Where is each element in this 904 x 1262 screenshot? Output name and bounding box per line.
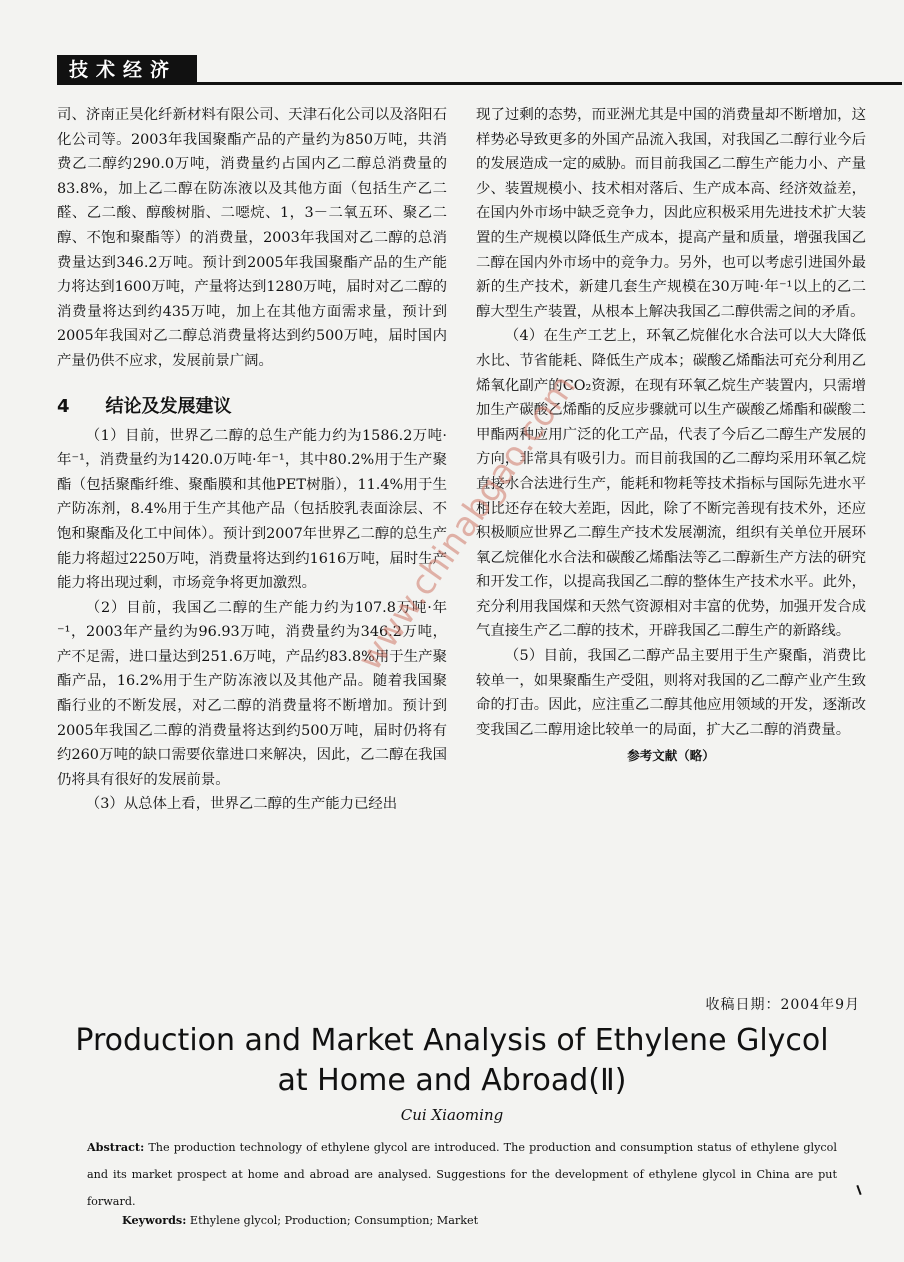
section-number: 4: [57, 395, 70, 417]
watermark: www.chinabgao.com: [350, 367, 584, 678]
conclusion-2: （2）目前，我国乙二醇的生产能力约为107.8万吨·年⁻¹，2003年产量约为96.93万吨，消费量约为346.2万吨，产不足需，进口量达到251.6万吨，产品约83.8%用于生产聚酯产品，16.2%用于生产防冻液以及其他产品。随着我国聚酯行业的不断发展，对乙二醇的消费量将不断增加。预计到2005年我国乙二醇的消费量将达到约500万吨，届时仍将有约260万吨的缺口需要依靠进口来解决，因此，乙二醇在我国仍将具有很好的发展前景。: [57, 599, 447, 788]
conclusion-1: （1）目前，世界乙二醇的总生产能力约为1586.2万吨·年⁻¹，消费量约为1420.0万吨·年⁻¹，其中80.2%用于生产聚酯（包括聚酯纤维、聚酯膜和其他PET树脂），11.4%用于生产防冻剂，8.4%用于生产其他产品（包括胶乳表面涂层、不饱和聚酯及化工中间体）。预计到2007年世界乙二醇的总生产能力将超过2250万吨，消费量将达到约1616万吨，届时生产能力将出现过剩，市场竞争将更加激烈。: [57, 427, 447, 592]
header-rule: [197, 82, 902, 85]
keywords: [122, 1210, 822, 1231]
section-tag: 技术经济: [57, 55, 197, 85]
journal-header: [57, 55, 902, 85]
conclusion-5: （5）目前，我国乙二醇产品主要用于生产聚酯，消费比较单一，如果聚酯生产受阻，则将对我国的乙二醇产业产生致命的打击。因此，应注重乙二醇其他应用领域的开发，逐渐改变我国乙二醇用途比较单一的局面，扩大乙二醇的消费量。: [476, 648, 866, 738]
keywords-label: Keywords:: [122, 1213, 187, 1227]
abstract-text: The production technology of ethylene glycol are introduced. The production and consumption status of ethylene glycol and its market prospect at home and abroad are analysed. Suggestions for the development of ethylene glycol in China are put forward.: [87, 1141, 837, 1208]
conclusion-4: （4）在生产工艺上，环氧乙烷催化水合法可以大大降低水比、节省能耗、降低生产成本；碳酸乙烯酯法可充分利用乙烯氧化副产的CO₂资源，在现有环氧乙烷生产装置内，只需增加生产碳酸乙烯酯的反应步骤就可以生产碳酸乙烯酯和碳酸二甲酯两种应用广泛的化工产品，代表了今后乙二醇生产发展的方向，非常具有吸引力。而目前我国的乙二醇均采用环氧乙烷直接水合法进行生产，能耗和物耗等技术指标与国际先进水平相比还存在较大差距，因此，除了不断完善现有技术外，还应积极顺应世界乙二醇生产技术发展潮流，组织有关单位开展环氧乙烷催化水合法和碳酸乙烯酯法等乙二醇新生产方法的研究和开发工作，以提高我国乙二醇的整体生产技术水平。此外，充分利用我国煤和天然气资源相对丰富的优势，加强开发合成气直接生产乙二醇的技术，开辟我国乙二醇生产的新路线。: [476, 328, 866, 640]
abstract-label: Abstract:: [87, 1140, 145, 1154]
conclusion-3-start: （3）从总体上看，世界乙二醇的生产能力已经出: [85, 796, 398, 813]
english-title-line-1: Production and Market Analysis of Ethylene Glycol: [75, 1023, 829, 1058]
english-title-line-2: at Home and Abroad(Ⅱ): [277, 1063, 627, 1098]
conclusion-3-cont: 现了过剩的态势，而亚洲尤其是中国的消费量却不断增加，这样势必导致更多的外国产品流入我国，对我国乙二醇行业今后的发展造成一定的威胁。而目前我国乙二醇生产能力小、产量少、装置规模小、技术相对落后、生产成本高、经济效益差，在国内外市场中缺乏竞争力，因此应积极采用先进技术扩大装置的生产规模以降低生产成本，提高产量和质量，增强我国乙二醇在国内外市场中的竞争力。另外，也可以考虑引进国外最新的生产技术，新建几套生产规模在30万吨·年⁻¹以上的乙二醇大型生产装置，从根本上解决我国乙二醇供需之间的矛盾。: [476, 107, 866, 320]
left-paragraph-1: 司、济南正昊化纤新材料有限公司、天津石化公司以及洛阳石化公司等。2003年我国聚酯产品的产量约为850万吨，共消费乙二醇约290.0万吨，消费量约占国内乙二醇总消费量的83.8%，加上乙二醇在防冻液以及其他方面（包括生产乙二醛、乙二酸、醇酸树脂、二噁烷、1，3－二氧五环、聚乙二醇、不饱和聚酯等）的消费量，2003年我国对乙二醇的总消费量达到346.2万吨。预计到2005年我国聚酯产品的生产能力将达到1600万吨，产量将达到1280万吨，届时对乙二醇的消费量将达到约435万吨，加上在其他方面需求量，预计到2005年我国对乙二醇总消费量将达到约500万吨，届时国内产量仍供不应求，发展前景广阔。: [57, 107, 447, 369]
received-date: 收稿日期：2004年9月: [705, 997, 860, 1013]
scan-mark: [856, 1185, 861, 1195]
abstract: [87, 1134, 837, 1215]
section-title: 结论及发展建议: [105, 395, 232, 417]
author: Cui Xiaoming: [400, 1106, 504, 1124]
left-column: [57, 103, 447, 817]
references-note: 参考文献（略）: [627, 748, 715, 764]
section-heading: [57, 390, 447, 424]
keywords-text: Ethylene glycol; Production; Consumption; Market: [186, 1214, 479, 1227]
